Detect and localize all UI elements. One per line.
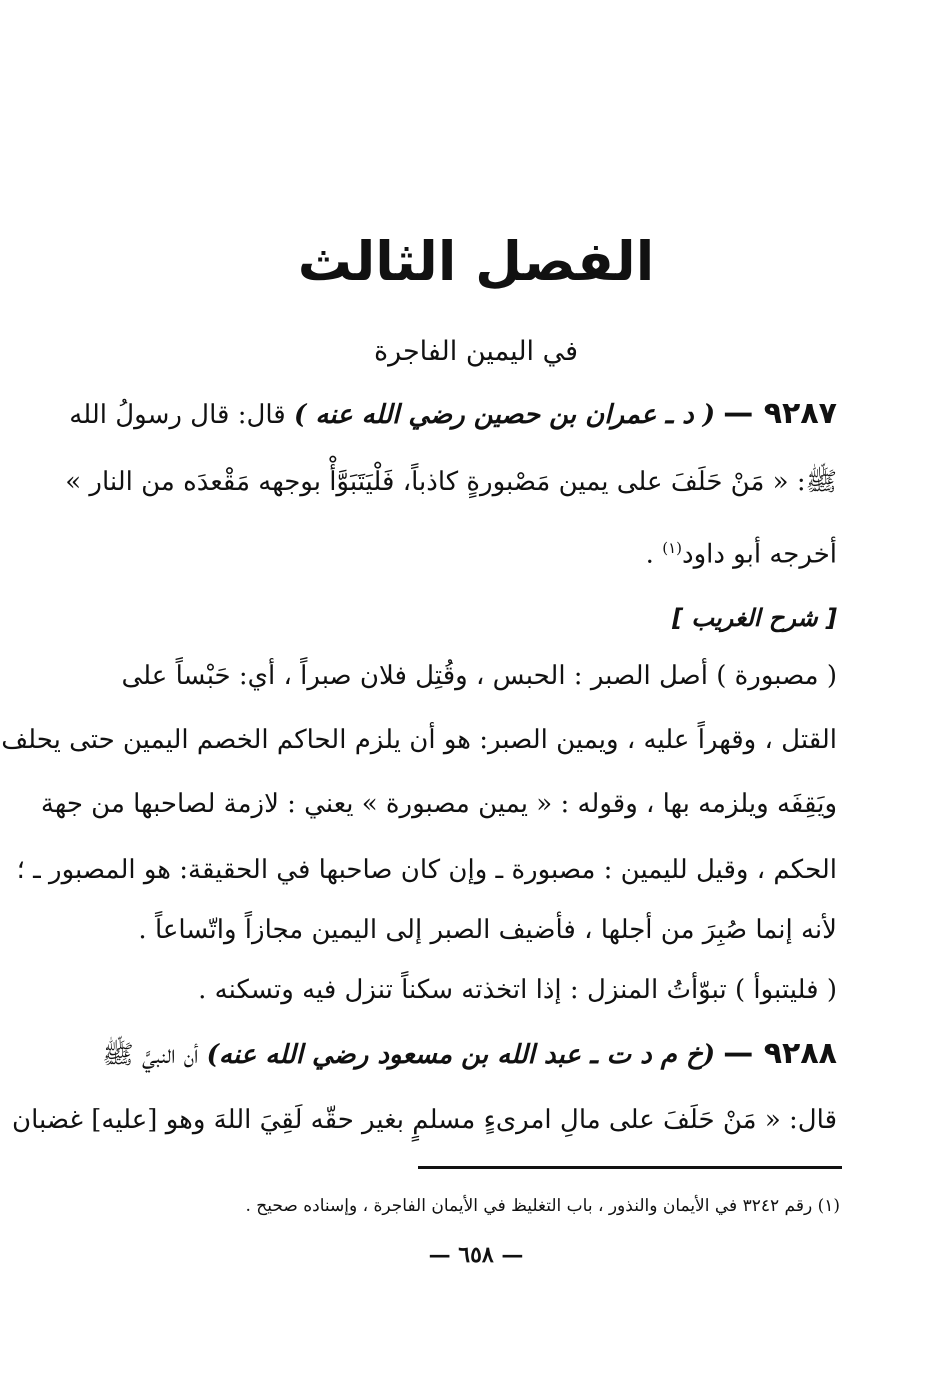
- hadith-9288-line-1: [102, 1032, 837, 1076]
- hadith-text: أن النبيَّ ﷺ: [102, 1040, 199, 1070]
- hadith-9287-line-1: [69, 392, 837, 436]
- sharh-heading: [ شرح الغريب ]: [672, 604, 837, 632]
- chapter-subtitle: في اليمين الفاجرة: [373, 336, 579, 367]
- hadith-source: ( د ـ عمران بن حصين رضي الله عنه ): [293, 400, 716, 430]
- chapter-title: الفصل الثالث: [297, 230, 655, 293]
- hadith-number: ٩٢٨٨ —: [723, 1036, 837, 1071]
- page-number: — ٦٥٨ —: [428, 1242, 524, 1268]
- footnote-divider: [418, 1166, 842, 1169]
- sharh-line: ( فليتبوأ ) تبوّأتُ المنزل : إذا اتخذته سكناً تنزل فيه وتسكنه .: [198, 975, 837, 1005]
- hadith-9288-line-2: قال: « مَنْ حَلَفَ على مالِ امرىءٍ مسلمٍ بغير حقّه لَقِيَ اللهَ وهو [عليه] غضبان: [11, 1105, 837, 1135]
- footnote-reference: (١): [662, 539, 682, 557]
- hadith-9287-line-3: [110, 526, 837, 570]
- sharh-line: لأنه إنما صُبِرَ من أجلها ، فأضيف الصبر إلى اليمين مجازاً واتّساعاً .: [138, 915, 837, 945]
- footnote: (١) رقم ٣٢٤٢ في الأيمان والنذور ، باب التغليظ في الأيمان الفاجرة ، وإسناده صحيح .: [245, 1196, 840, 1216]
- sharh-line: ( مصبورة ) أصل الصبر : الحبس ، وقُتِل فلان صبراً ، أي: حَبْساً على: [121, 661, 837, 691]
- hadith-9287-line-2: ﷺ: « مَنْ حَلَفَ على يمين مَصْبورةٍ كاذباً، فَلْيَتَبَوَّأْ بوجهه مَقْعدَه من النار »: [65, 467, 837, 497]
- hadith-text: قال: قال رسولُ الله: [69, 400, 286, 430]
- sharh-line: الحكم ، وقيل لليمين : مصبورة ـ وإن كان صاحبها في الحقيقة: هو المصبور ـ ؛: [16, 855, 837, 885]
- hadith-number: ٩٢٨٧ —: [723, 396, 837, 431]
- hadith-takhrij: أخرجه أبو داود: [681, 539, 837, 570]
- sharh-line: القتل ، وقهراً عليه ، ويمين الصبر: هو أن يلزم الحاكم الخصم اليمين حتى يحلف: [1, 725, 837, 755]
- sharh-line: ويَقِفَه ويلزمه بها ، وقوله : « يمين مصبورة » يعني : لازمة لصاحبها من جهة: [40, 789, 837, 819]
- hadith-end: .: [645, 539, 654, 570]
- hadith-source: (خ م د ت ـ عبد الله بن مسعود رضي الله عنه): [206, 1040, 716, 1070]
